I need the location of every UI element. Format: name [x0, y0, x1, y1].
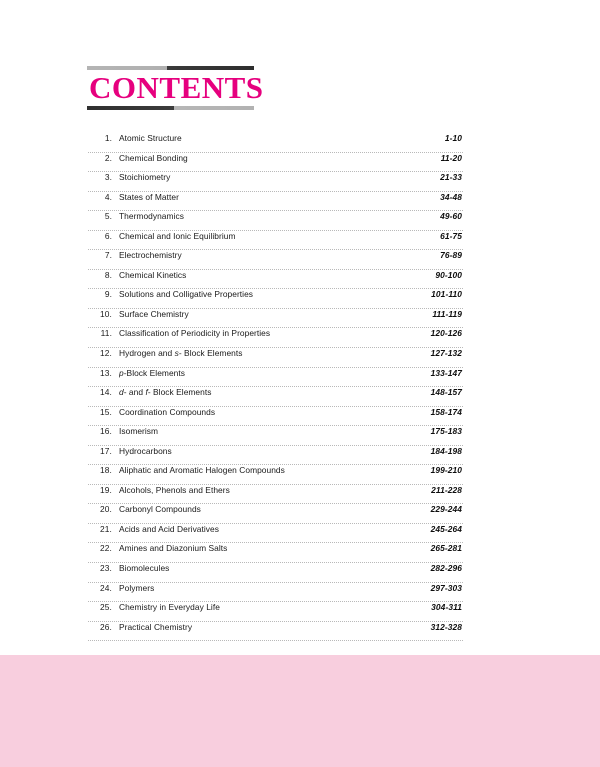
toc-entry-title[interactable]: Aliphatic and Aromatic Halogen Compounds [119, 465, 285, 476]
toc-entry-title[interactable]: Classification of Periodicity in Properties [119, 328, 271, 339]
toc-entry-pages: 229-244 [430, 504, 462, 515]
toc-row[interactable] [88, 192, 463, 212]
toc-entry-title[interactable]: Acids and Acid Derivatives [119, 523, 219, 534]
toc-row[interactable] [88, 622, 463, 642]
toc-entry-number: 10. [100, 308, 112, 319]
toc-entry-pages: 211-228 [431, 484, 462, 495]
toc-row[interactable] [88, 543, 463, 563]
toc-entry-pages: 34-48 [440, 191, 462, 202]
toc-row[interactable] [88, 289, 463, 309]
toc-entry-pages: 76-89 [440, 250, 462, 261]
toc-row[interactable] [88, 211, 463, 231]
toc-row[interactable] [88, 407, 463, 427]
toc-entry-number: 13. [100, 367, 112, 378]
toc-entry-title[interactable]: Hydrocarbons [119, 445, 172, 456]
toc-entry-pages: 101-110 [431, 289, 462, 300]
toc-entry-number: 20. [100, 504, 112, 515]
toc-entry-number: 26. [100, 621, 112, 632]
toc-entry-pages: 199-210 [430, 465, 462, 476]
toc-entry-number: 22. [100, 543, 112, 554]
toc-entry-title[interactable]: p-Block Elements [119, 367, 185, 378]
toc-entry-number: 21. [100, 523, 112, 534]
toc-row[interactable] [88, 583, 463, 603]
toc-entry-number: 11. [100, 328, 112, 339]
toc-entry-title[interactable]: Polymers [119, 582, 155, 593]
toc-entry-number: 19. [100, 484, 112, 495]
toc-entry-pages: 21-33 [440, 172, 462, 183]
toc-entry-pages: 282-296 [430, 563, 462, 574]
toc-entry-title[interactable]: Carbonyl Compounds [119, 504, 201, 515]
toc-row[interactable] [88, 250, 463, 270]
page-title: CONTENTS [89, 70, 264, 105]
toc-entry-title[interactable]: Chemical Bonding [119, 152, 188, 163]
toc-row[interactable] [88, 602, 463, 622]
toc-entry-title[interactable]: d- and f- Block Elements [119, 387, 212, 398]
toc-row[interactable] [88, 309, 463, 329]
contents-title-block [87, 66, 264, 110]
toc-row[interactable] [88, 485, 463, 505]
toc-entry-pages: 158-174 [430, 406, 462, 417]
table-of-contents-list [88, 133, 463, 641]
toc-entry-title[interactable]: Practical Chemistry [119, 621, 193, 632]
toc-entry-number: 24. [100, 582, 112, 593]
toc-entry-pages: 1-10 [444, 133, 462, 143]
toc-entry-number: 16. [100, 426, 112, 437]
toc-entry-pages: 111-119 [432, 308, 462, 319]
toc-entry-number: 4. [104, 191, 112, 202]
toc-entry-pages: 133-147 [430, 367, 462, 378]
toc-entry-pages: 61-75 [440, 230, 462, 241]
toc-entry-pages: 245-264 [430, 523, 462, 534]
toc-entry-title[interactable]: Electrochemistry [119, 250, 182, 261]
toc-entry-title[interactable]: Atomic Structure [119, 133, 182, 143]
toc-entry-title[interactable]: Chemistry in Everyday Life [119, 602, 220, 613]
toc-entry-pages: 120-126 [430, 328, 462, 339]
toc-row[interactable] [88, 348, 463, 368]
toc-row[interactable] [88, 270, 463, 290]
toc-entry-title[interactable]: Chemical Kinetics [119, 269, 187, 280]
toc-row[interactable] [88, 231, 463, 251]
toc-entry-pages: 175-183 [430, 426, 462, 437]
toc-row[interactable] [88, 387, 463, 407]
toc-entry-title[interactable]: Alcohols, Phenols and Ethers [119, 484, 230, 495]
toc-entry-pages: 184-198 [430, 445, 462, 456]
toc-entry-title[interactable]: Isomerism [119, 426, 159, 437]
toc-entry-number: 14. [100, 387, 112, 398]
toc-entry-pages: 304-311 [431, 602, 462, 613]
toc-entry-number: 15. [100, 406, 112, 417]
toc-row[interactable] [88, 563, 463, 583]
toc-entry-title[interactable]: States of Matter [119, 191, 179, 202]
toc-row[interactable] [88, 504, 463, 524]
toc-entry-title[interactable]: Thermodynamics [119, 211, 184, 222]
toc-entry-pages: 127-132 [430, 348, 462, 359]
toc-entry-number: 7. [104, 250, 112, 261]
toc-entry-number: 6. [104, 230, 112, 241]
toc-row[interactable] [88, 465, 463, 485]
toc-entry-pages: 148-157 [430, 387, 462, 398]
toc-row[interactable] [88, 446, 463, 466]
toc-entry-number: 12. [100, 348, 112, 359]
toc-entry-title[interactable]: Amines and Diazonium Salts [119, 543, 228, 554]
toc-entry-title[interactable]: Chemical and Ionic Equilibrium [119, 230, 236, 241]
toc-entry-title[interactable]: Coordination Compounds [119, 406, 216, 417]
toc-entry-pages: 312-328 [430, 621, 462, 632]
toc-entry-title[interactable]: Biomolecules [119, 563, 170, 574]
toc-entry-number: 5. [104, 211, 112, 222]
toc-entry-number: 1. [104, 133, 112, 143]
toc-entry-title[interactable]: Stoichiometry [119, 172, 171, 183]
toc-entry-pages: 90-100 [435, 269, 462, 280]
toc-entry-number: 3. [104, 172, 112, 183]
toc-entry-number: 25. [100, 602, 112, 613]
toc-entry-title[interactable]: Hydrogen and s- Block Elements [119, 348, 243, 359]
toc-entry-number: 23. [100, 563, 112, 574]
toc-entry-pages: 265-281 [430, 543, 462, 554]
toc-entry-number: 17. [100, 445, 112, 456]
toc-entry-number: 2. [104, 152, 112, 163]
title-rule-bottom [87, 106, 254, 110]
toc-entry-pages: 49-60 [440, 211, 462, 222]
toc-entry-title[interactable]: Solutions and Colligative Properties [119, 289, 254, 300]
toc-entry-number: 9. [104, 289, 112, 300]
toc-entry-number: 8. [104, 269, 112, 280]
toc-row[interactable] [88, 368, 463, 388]
toc-row[interactable] [88, 426, 463, 446]
toc-entry-pages: 297-303 [430, 582, 462, 593]
toc-entry-title[interactable]: Surface Chemistry [119, 308, 189, 319]
toc-entry-number: 18. [100, 465, 112, 476]
toc-row[interactable] [88, 133, 463, 153]
toc-row[interactable] [88, 328, 463, 348]
toc-row[interactable] [88, 172, 463, 192]
footer-color-band [0, 655, 600, 767]
toc-entry-pages: 11-20 [440, 152, 462, 163]
toc-row[interactable] [88, 524, 463, 544]
toc-row[interactable] [88, 153, 463, 173]
